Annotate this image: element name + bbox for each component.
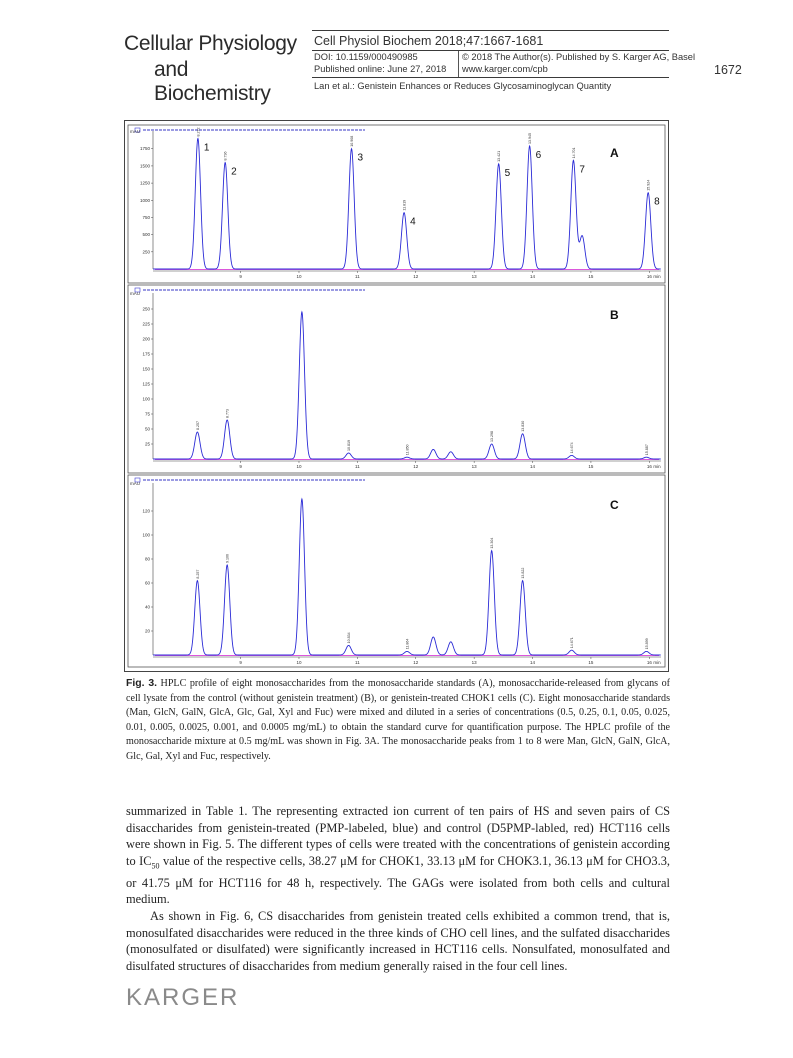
header-mid-rule	[312, 50, 669, 51]
doi: DOI: 10.1159/000490985	[314, 52, 418, 62]
y-tick-label: 50	[144, 426, 150, 432]
journal-logo	[0, 30, 305, 105]
y-tick-label: 25	[144, 441, 150, 447]
paragraph-1-start: summarized in Table 1. The representing extracted ion current of ten pairs of HS and seven pairs of CS disaccharides from genistein-treated (PMP-labeled, blue) and control (D5PMP-labled, red) HCT116 cells were shown in Fig. 5. The different types of cells were treated with the concentrations of genistein according to IC	[126, 804, 670, 868]
paragraph-1	[126, 803, 670, 908]
x-tick-label: 14	[530, 464, 536, 469]
peak-retention-time: 14.674	[570, 442, 575, 454]
panel-label: C	[610, 498, 619, 512]
y-tick-label: 1500	[139, 163, 150, 169]
x-tick-label: 9	[239, 660, 242, 665]
y-tick-label: 100	[142, 396, 150, 402]
x-tick-label: 12	[413, 660, 419, 665]
panel-label: B	[610, 308, 619, 322]
x-tick-label: 11	[355, 464, 360, 469]
chromatogram-trace	[153, 135, 661, 269]
peak-number: 4	[410, 216, 416, 228]
copyright: © 2018 The Author(s). Published by S. Karger AG, Basel	[462, 52, 696, 62]
chromatogram-panel-a	[128, 125, 665, 283]
x-tick-label: 10	[296, 464, 302, 469]
peak-retention-time: 11.850	[405, 444, 410, 456]
panel-frame	[128, 475, 665, 667]
hplc-chromatograms	[125, 121, 668, 671]
x-tick-label: 13	[471, 274, 477, 279]
y-tick-label: 250	[142, 249, 150, 255]
peak-retention-time: 13.830	[521, 420, 526, 432]
peak-number: 8	[654, 196, 660, 208]
header-divider	[458, 51, 459, 77]
chromatogram-trace	[153, 499, 661, 655]
peak-retention-time: 13.421	[497, 150, 502, 162]
x-tick-label: min	[653, 660, 661, 665]
y-tick-label: 40	[144, 604, 150, 610]
y-axis-label: mAU	[130, 481, 140, 486]
y-tick-label: 1250	[139, 180, 150, 186]
x-tick-label: 11	[355, 274, 360, 279]
x-tick-label: 14	[530, 274, 536, 279]
peak-retention-time: 10.819	[347, 440, 352, 451]
peak-retention-time: 14.701	[571, 147, 576, 159]
y-tick-label: 1750	[139, 146, 150, 152]
x-tick-label: 16	[646, 464, 652, 469]
y-tick-label: 1000	[139, 197, 150, 203]
peak-retention-time: 9.106	[225, 554, 230, 563]
peak-retention-time: 8.773	[225, 409, 230, 418]
x-tick-label: 14	[530, 660, 536, 665]
panel-frame	[128, 285, 665, 473]
y-tick-label: 150	[142, 366, 150, 372]
publisher-logo: KARGER	[126, 984, 240, 1011]
caption-text: HPLC profile of eight monosaccharides from the monosaccharide standards (A), monosaccharide-released from glycans of cell lysate from the control (without genistein treatment) (B), or genistein-treated CHOK1 cells (C). Eight monosaccharide standards (Man, GlcN, GalN, GlcA, Glc, Gal, Xyl and Fuc) were mixed and diluted in a series of concentrations (0.5, 0.25, 0.1, 0.05, 0.025, 0.01, 0.005, 0.0025, 0.001, and 0.0005 mg/mL) to obtain the standard curve for quantification purpose. The HPLC profile of the monosaccharide mixture at 0.5 mg/mL was shown in Fig. 3A. The monosaccharide peaks from 1 to 8 were Man, GlcN, GalN, GlcA, Glc, Gal, Xyl and Fuc, respectively.	[126, 678, 670, 762]
peak-retention-time: 11.864	[405, 638, 410, 650]
peak-number: 7	[579, 164, 585, 176]
peak-number: 5	[504, 167, 511, 179]
peak-retention-time: 13.945	[528, 132, 533, 144]
peak-retention-time: 11.819	[402, 199, 407, 211]
x-tick-label: 9	[239, 274, 242, 279]
citation: Cell Physiol Biochem 2018;47:1667-1681	[314, 34, 544, 48]
published-date: Published online: June 27, 2018	[314, 64, 447, 74]
peak-retention-time: 14.671	[570, 637, 575, 649]
caption-label: Fig. 3.	[126, 678, 158, 689]
x-tick-label: 15	[588, 274, 594, 279]
y-tick-label: 75	[144, 411, 150, 417]
figure-caption	[126, 677, 670, 764]
peak-retention-time: 8.272	[196, 127, 201, 137]
x-tick-label: 11	[355, 660, 360, 665]
chromatogram-trace	[153, 312, 661, 459]
y-tick-label: 120	[142, 508, 150, 514]
peak-retention-time: 10.834	[347, 632, 352, 644]
chromatogram-panel-b	[128, 285, 665, 473]
peak-retention-time: 8.736	[223, 151, 228, 161]
peak-number: 3	[357, 152, 364, 164]
y-tick-label: 200	[142, 336, 150, 342]
header-bottom-rule	[312, 77, 669, 78]
x-tick-label: min	[653, 274, 661, 279]
y-axis-label: mAU	[130, 129, 140, 134]
x-tick-label: 13	[471, 660, 477, 665]
journal-website[interactable]: www.karger.com/cpb	[462, 64, 548, 74]
peak-retention-time: 8.257	[195, 569, 200, 579]
y-tick-label: 750	[142, 214, 150, 220]
x-tick-label: 16	[646, 660, 652, 665]
y-tick-label: 60	[144, 580, 150, 586]
x-tick-label: 13	[471, 464, 477, 469]
chromatogram-panel-c	[128, 475, 665, 667]
x-tick-label: 16	[646, 274, 652, 279]
x-tick-label: min	[653, 464, 661, 469]
peak-retention-time: 13.298	[490, 431, 495, 442]
paragraph-1-end: value of the respective cells, 38.27 μM for CHOK1, 33.13 μM for CHOK3.1, 36.13 μM for CHO3.3, or 41.75 μM for HCT116 for 48 h, respectively. The GAGs were isolated from both cells and cultural medium.	[126, 853, 670, 907]
peak-retention-time: 10.908	[350, 135, 355, 147]
x-tick-label: 12	[413, 274, 419, 279]
peak-retention-time: 8.257	[195, 421, 200, 430]
x-tick-label: 15	[588, 464, 594, 469]
peak-number: 6	[535, 149, 542, 161]
y-tick-label: 125	[142, 381, 150, 387]
peak-retention-time: 15.924	[646, 179, 651, 191]
y-tick-label: 20	[144, 628, 150, 634]
y-tick-label: 250	[142, 306, 150, 312]
journal-name-line1: Cellular Physiology	[124, 32, 297, 55]
y-axis-label: mAU	[130, 291, 140, 296]
y-tick-label: 500	[142, 232, 150, 238]
peak-retention-time: 15.887	[644, 444, 649, 456]
figure-3	[124, 120, 669, 672]
paragraph-2: As shown in Fig. 6, CS disaccharides from genistein treated cells exhibited a common trend, that is, monosulfated disaccharides were reduced in the three kinds of CHO cell lines, and the sulfated disaccharides (monosulfated or disulfated) were significantly increased in HCT116 cells. Nonsulfated, monosulfated and disulfated structures of disaccharides from medium generally raised in the four cell lines.	[126, 909, 670, 973]
y-tick-label: 175	[142, 351, 150, 357]
x-tick-label: 9	[239, 464, 242, 469]
peak-number: 2	[231, 166, 237, 178]
x-tick-label: 10	[296, 660, 302, 665]
body-text	[126, 803, 670, 974]
journal-name-line2: and Biochemistry	[154, 58, 271, 105]
peak-retention-time: 15.899	[644, 638, 649, 650]
y-tick-label: 100	[142, 532, 150, 538]
panel-label: A	[610, 146, 619, 160]
x-tick-label: 10	[296, 274, 302, 279]
header-top-rule	[312, 30, 669, 31]
peak-number: 1	[203, 142, 210, 154]
peak-retention-time: 13.822	[521, 567, 526, 579]
x-tick-label: 12	[413, 464, 419, 469]
x-tick-label: 15	[588, 660, 594, 665]
y-tick-label: 225	[142, 321, 150, 327]
peak-retention-time: 13.304	[490, 537, 495, 549]
page-number: 1672	[714, 63, 742, 77]
running-title: Lan et al.: Genistein Enhances or Reduces Glycosaminoglycan Quantity	[314, 81, 612, 91]
ic50-subscript: 50	[151, 861, 160, 871]
y-tick-label: 80	[144, 556, 150, 562]
